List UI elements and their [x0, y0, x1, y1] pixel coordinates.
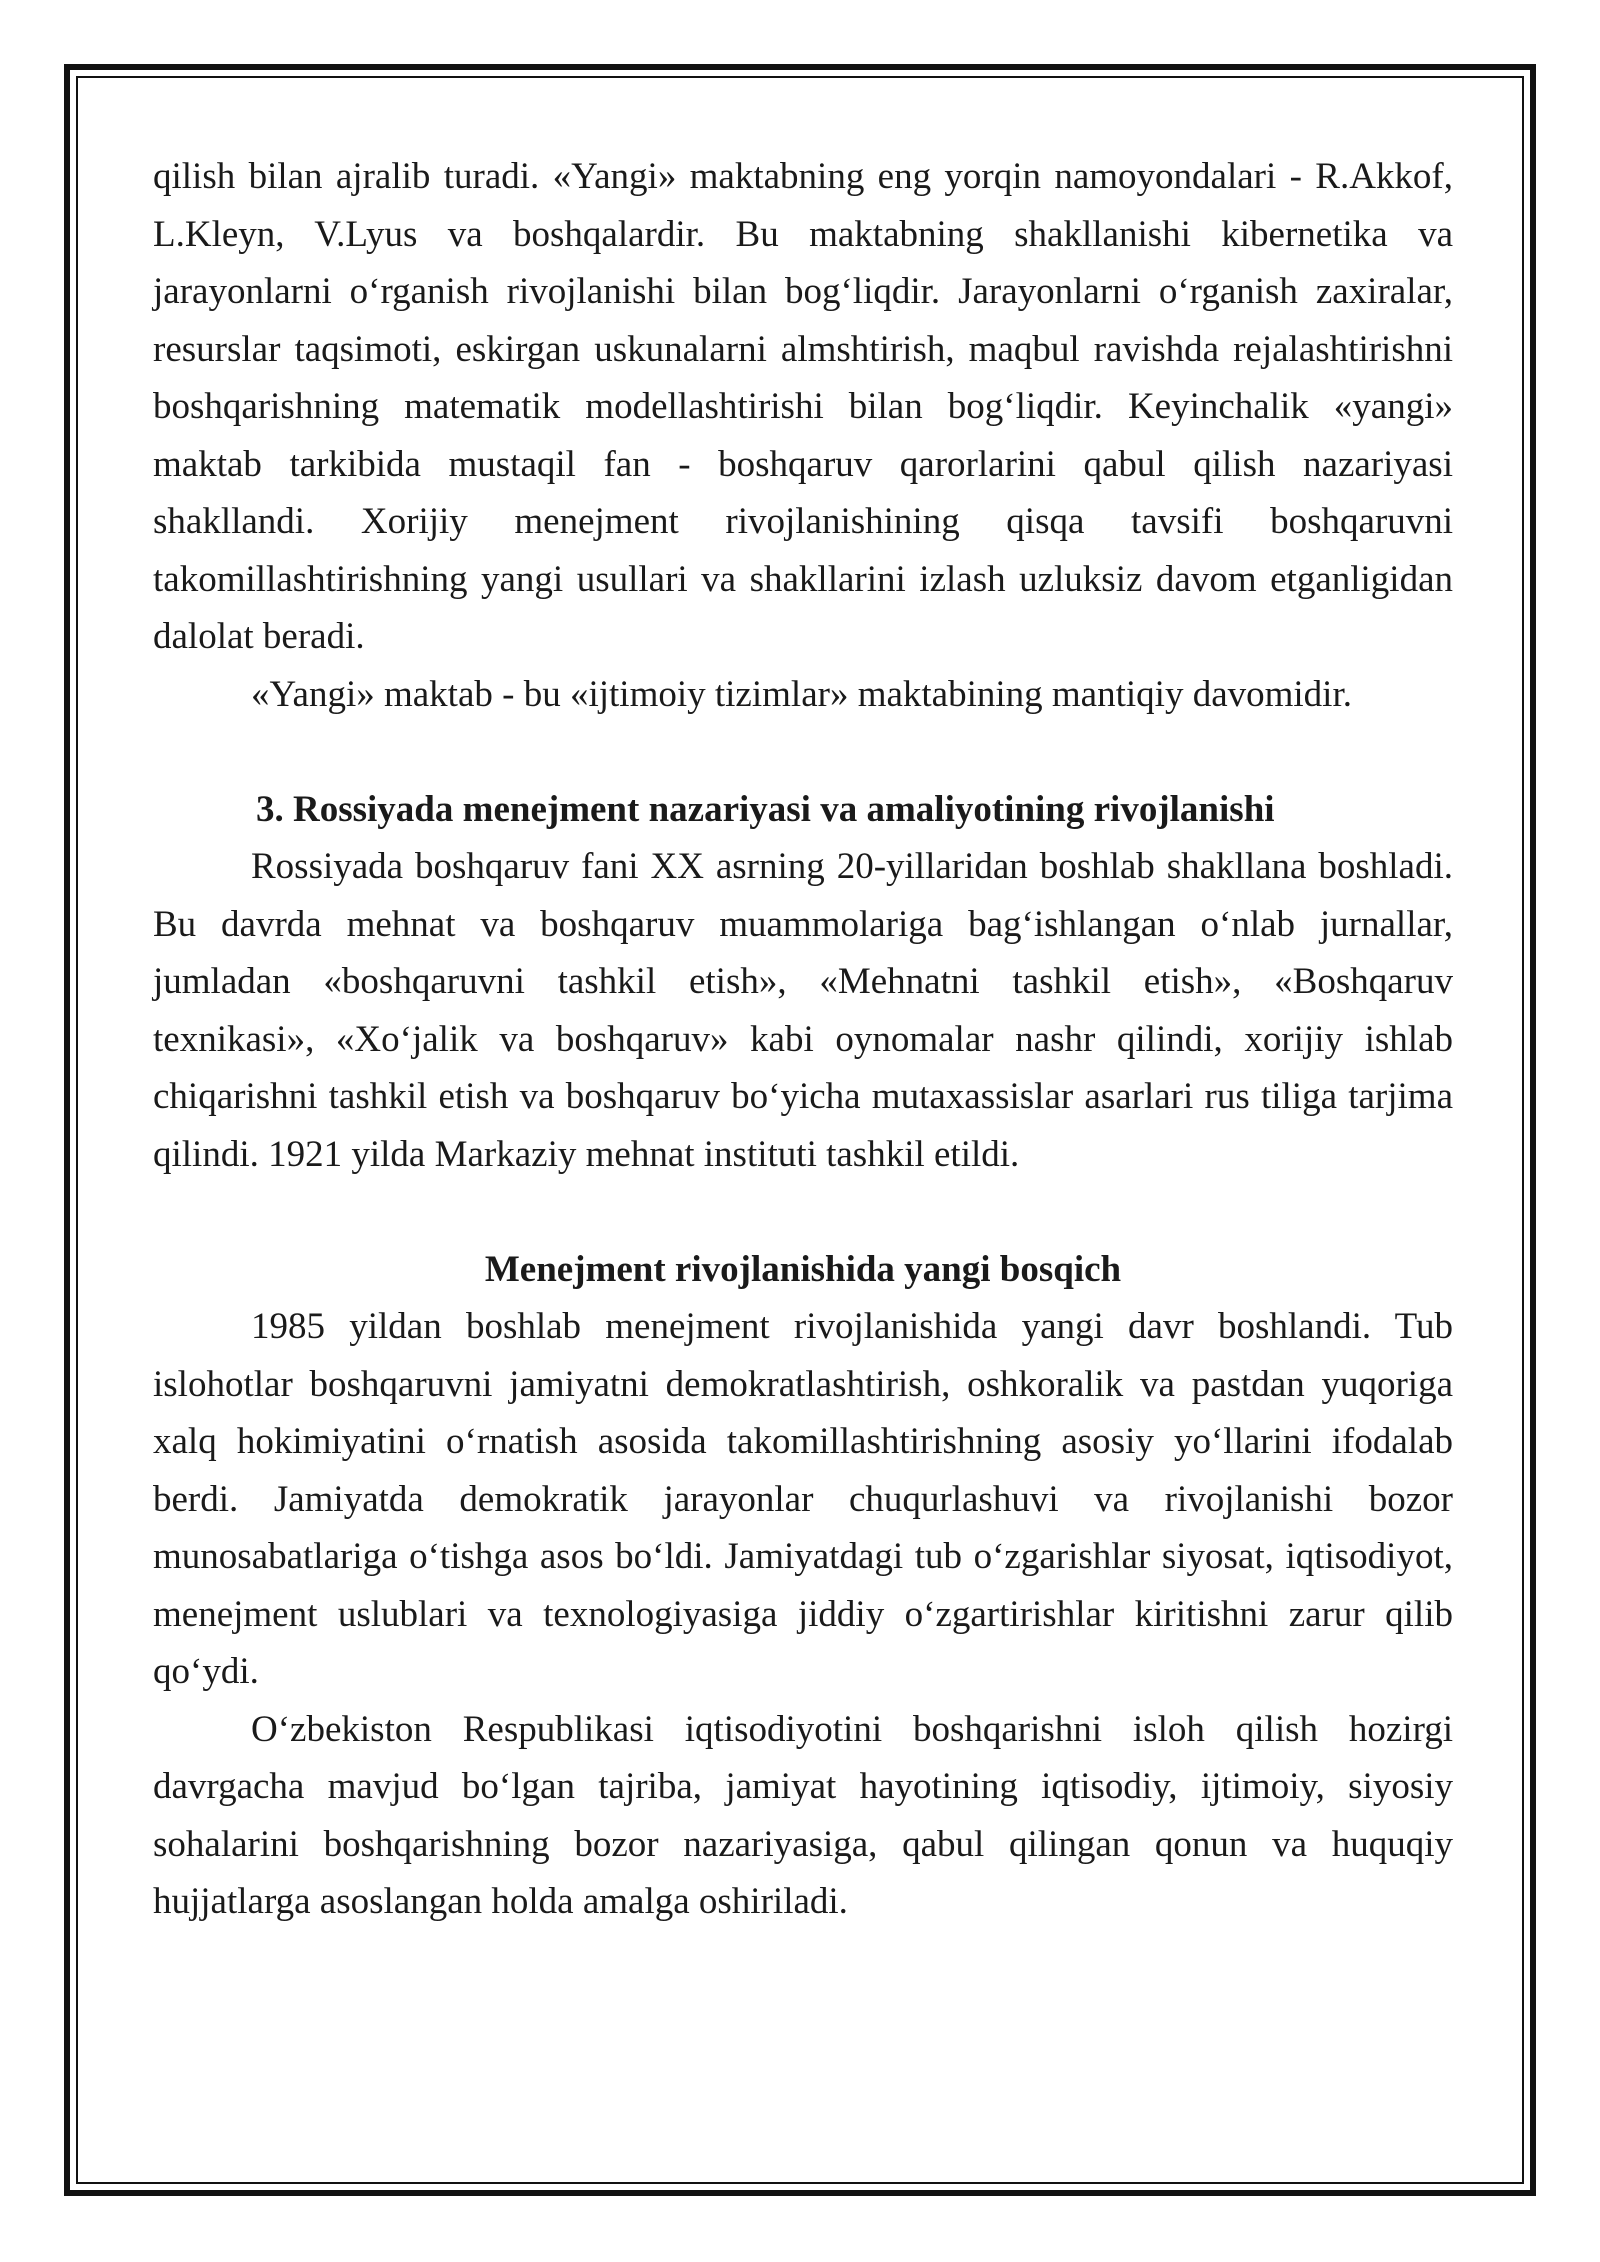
paragraph-yangi-maktab: «Yangi» maktab - bu «ijtimoiy tizimlar» maktabining mantiqiy davomidir. [251, 673, 1352, 715]
paragraph-1985: 1985 yildan boshlab menejment rivojlanishida yangi davr boshlandi. Tub islohotlar boshqaruvni jamiyatni demokratlashtirish, oshkoralik va pastdan yuqoriga xalq hokimiyatini o‘rnatish asosida takomillashtirishning asosiy yo‘llarini ifodalab berdi. Jamiyatda demokratik jarayonlar chuqurlashuvi va rivojlanishi bozor munosabatlariga o‘tishga asos bo‘ldi. Jamiyatdagi tub o‘zgarishlar siyosat, iqtisodiyot, menejment uslublari va texnologiyasiga jiddiy o‘zgartirishlar kiritishni zarur qilib qo‘ydi. [153, 1306, 1453, 1692]
paragraph-continuation: qilish bilan ajralib turadi. «Yangi» maktabning eng yorqin namoyondalari - R.Akkof, L.Kleyn, V.Lyus va boshqalardir. Bu maktabning shakllanishi kibernetika va jarayonlarni o‘rganish rivojlanishi bilan bog‘liqdir. Jarayonlarni o‘rganish zaxiralar, resurslar taqsimoti, eskirgan uskunalarni almshtirish, maqbul ravishda rejalashtirishni boshqarishning matematik modellashtirishi bilan bog‘liqdir. Keyinchalik «yangi» maktab tarkibida mustaqil fan - boshqaruv qarorlarini qabul qilish nazariyasi shakllandi. Xorijiy menejment rivojlanishining qisqa tavsifi boshqaruvni takomillashtirishning yangi usullari va shakllarini izlash uzluksiz davom etganligidan dalolat beradi. [153, 156, 1453, 657]
blank-line [153, 723, 1453, 781]
section-new-stage-heading: Menejment rivojlanishida yangi bosqich [484, 1248, 1122, 1290]
blank-line [153, 1183, 1453, 1241]
paragraph-rossiya: Rossiyada boshqaruv fani XX asrning 20-yillaridan boshlab shakllana boshladi. Bu davrda mehnat va boshqaruv muammolariga bag‘ishlangan o‘nlab jurnallar, jumladan «boshqaruvni tashkil etish», «Mehnatni tashkil etish», «Boshqaruv texnikasi», «Xo‘jalik va boshqaruv» kabi oynomalar nashr qilindi, xorijiy ishlab chiqarishni tashkil etish va boshqaruv bo‘yicha mutaxassislar asarlari rus tiliga tarjima qilindi. 1921 yilda Markaziy mehnat instituti tashkil etildi. [153, 846, 1453, 1175]
document-body [153, 148, 1453, 1931]
paragraph-uzbekistan: O‘zbekiston Respublikasi iqtisodiyotini boshqarishni isloh qilish hozirgi davrgacha mavjud bo‘lgan tajriba, jamiyat hayotining iqtisodiy, ijtimoiy, siyosiy sohalarini boshqarishning bozor nazariyasiga, qabul qilingan qonun va huquqiy hujjatlarga asoslangan holda amalga oshiriladi. [153, 1708, 1453, 1922]
section-3-heading: 3. Rossiyada menejment nazariyasi va amaliyotining rivojlanishi [256, 788, 1275, 830]
